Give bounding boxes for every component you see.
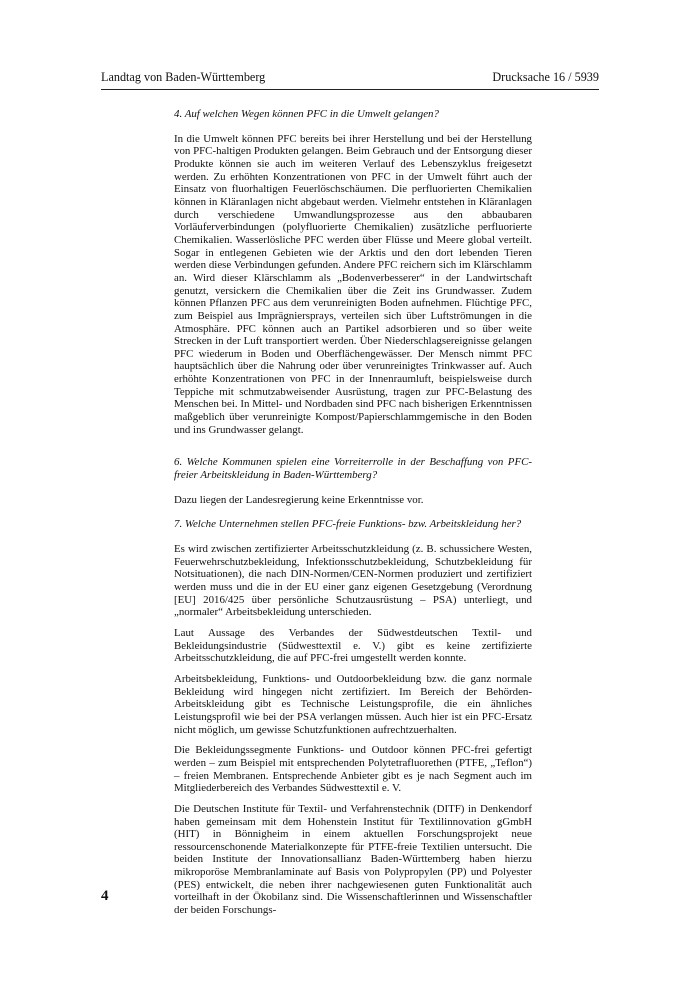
page-number: 4 (101, 888, 109, 904)
question-6: 6. Welche Kommunen spielen eine Vorreiterrolle in der Beschaffung von PFC-freier Arbeitskleidung in Baden-Württemberg? (174, 456, 532, 482)
page-header (101, 70, 599, 85)
document-body (174, 108, 532, 917)
header-right: Drucksache 16 / 5939 (492, 70, 599, 84)
answer-7-paragraph: Es wird zwischen zertifizierter Arbeitsschutzkleidung (z. B. schussichere Westen, Feuerwehrschutzbekleidung, Infektionsschutzbekleidung, Schutzbekleidung für Notsituationen), die nach DIN-Normen/CEN-Normen produziert und zertifiziert werden muss und die in der EU einer ganz eigenen Gesetzgebung (Verordnung [EU] 2016/425 über persönliche Schutzausrüstung – PSA) unterliegt, und „normaler“ Arbeitsbekleidung unterschieden. (174, 543, 532, 619)
question-7: 7. Welche Unternehmen stellen PFC-freie Funktions- bzw. Arbeitskleidung her? (174, 518, 522, 531)
answer-4: In die Umwelt können PFC bereits bei ihrer Herstellung und bei der Herstellung von PFC-haltigen Produkten gelangen. Beim Gebrauch und der Entsorgung dieser Produkte können sie auch im weiteren Verlauf des Lebenszyklus freigesetzt werden. Zu erhöhten Konzentrationen von PFC in der Umwelt führt auch der Einsatz von fluorhaltigen Feuerlöschschäumen. Die perfluorierten Chemikalien können in Kläranlagen nicht abgebaut werden. Vielmehr entstehen in Kläranlagen durch verschiedene Umwandlungsprozesse aus den abbaubaren Vorläuferverbindungen (polyfluorierte Chemikalien) zusätzliche perfluorierte Chemikalien. Wasserlösliche PFC werden über Flüsse und Meere global verteilt. Sogar in entlegenen Gebieten wie der Arktis und den dort lebenden Tieren werden diese Verbindungen gefunden. Andere PFC reichern sich im Klärschlamm an. Wird dieser Klärschlamm als „Bodenverbesserer“ in der Landwirtschaft genutzt, versickern die Chemikalien über die Zeit ins Grundwasser. Zudem können Pflanzen PFC aus dem verunreinigten Boden aufnehmen. Flüchtige PFC, zum Beispiel aus Imprägniersprays, verteilen sich über Luftströmungen in die Atmosphäre. PFC können auch an Partikel adsorbieren und so über weite Strecken in der Luft transportiert werden. Über Niederschlagsereignisse gelangen PFC wiederum in Boden und Oberflächengewässer. Der Mensch nimmt PFC hauptsächlich über die Nahrung oder über verunreinigtes Trinkwasser auf. Auch erhöhte Konzentrationen von PFC in der Innenraumluft, beispielsweise durch Teppiche mit schmutzabweisender Ausrüstung, tragen zur PFC-Belastung des Menschen bei. In Mittel- und Nordbaden sind PFC nach bisherigen Erkenntnissen maßgeblich über verunreinigte Kompost/Papierschlammgemische in den Boden und ins Grundwasser gelangt. (174, 132, 532, 436)
question-4: 4. Auf welchen Wegen können PFC in die Umwelt gelangen? (174, 108, 439, 120)
answer-6: Dazu liegen der Landesregierung keine Erkenntnisse vor. (174, 493, 424, 506)
answer-7-paragraph: Die Bekleidungssegmente Funktions- und Outdoor können PFC-frei gefertigt werden – zum Beispiel mit entsprechenden Polytetrafluorethen (PTFE, „Teflon“) – freien Membranen. Entsprechende Anbieter gibt es je nach Segment auch im Mitgliederbereich des Verbandes Südwesttextil e. V. (174, 744, 532, 795)
answer-7-paragraph: Laut Aussage des Verbandes der Südwestdeutschen Textil- und Bekleidungsindustrie (Südwesttextil e. V.) gibt es keine zertifizierte Arbeitsschutzkleidung, die auf PFC-frei umgestellt werden konnte. (174, 626, 532, 665)
header-rule (101, 89, 599, 90)
answer-7-paragraph: Arbeitsbekleidung, Funktions- und Outdoorbekleidung bzw. die ganz normale Bekleidung wird hingegen nicht zertifiziert. Im Bereich der Behörden-Arbeitskleidung gibt es Technische Leistungsprofile, die ein ähnliches Leistungsprofil wie bei der PSA verlangen müssen. Auch hier ist ein PFC-Ersatz nicht möglich, um gewisse Schutzfunktionen aufrechtzuerhalten. (174, 672, 532, 736)
answer-7-paragraph: Die Deutschen Institute für Textil- und Verfahrenstechnik (DITF) in Denkendorf haben gemeinsam mit dem Hohenstein Institut für Textilinnovation gGmbH (HIT) in Bönnigheim in einem aktuellen Forschungsprojekt neue ressourcenschonende Materialkonzepte für PTFE-freie Textilien untersucht. Die beiden Institute der Innovationsallianz Baden-Württemberg haben hierzu mikroporöse Membranlaminate auf Basis von Polypropylen (PP) und Polyester (PES) entwickelt, die neben ihrer nachgewiesenen guten Funktionalität auch vorteilhaft in der Ökobilanz sind. Die Wissenschaftlerinnen und Wissenschaftler der beiden Forschungs- (174, 802, 532, 917)
header-left: Landtag von Baden-Württemberg (101, 70, 266, 84)
